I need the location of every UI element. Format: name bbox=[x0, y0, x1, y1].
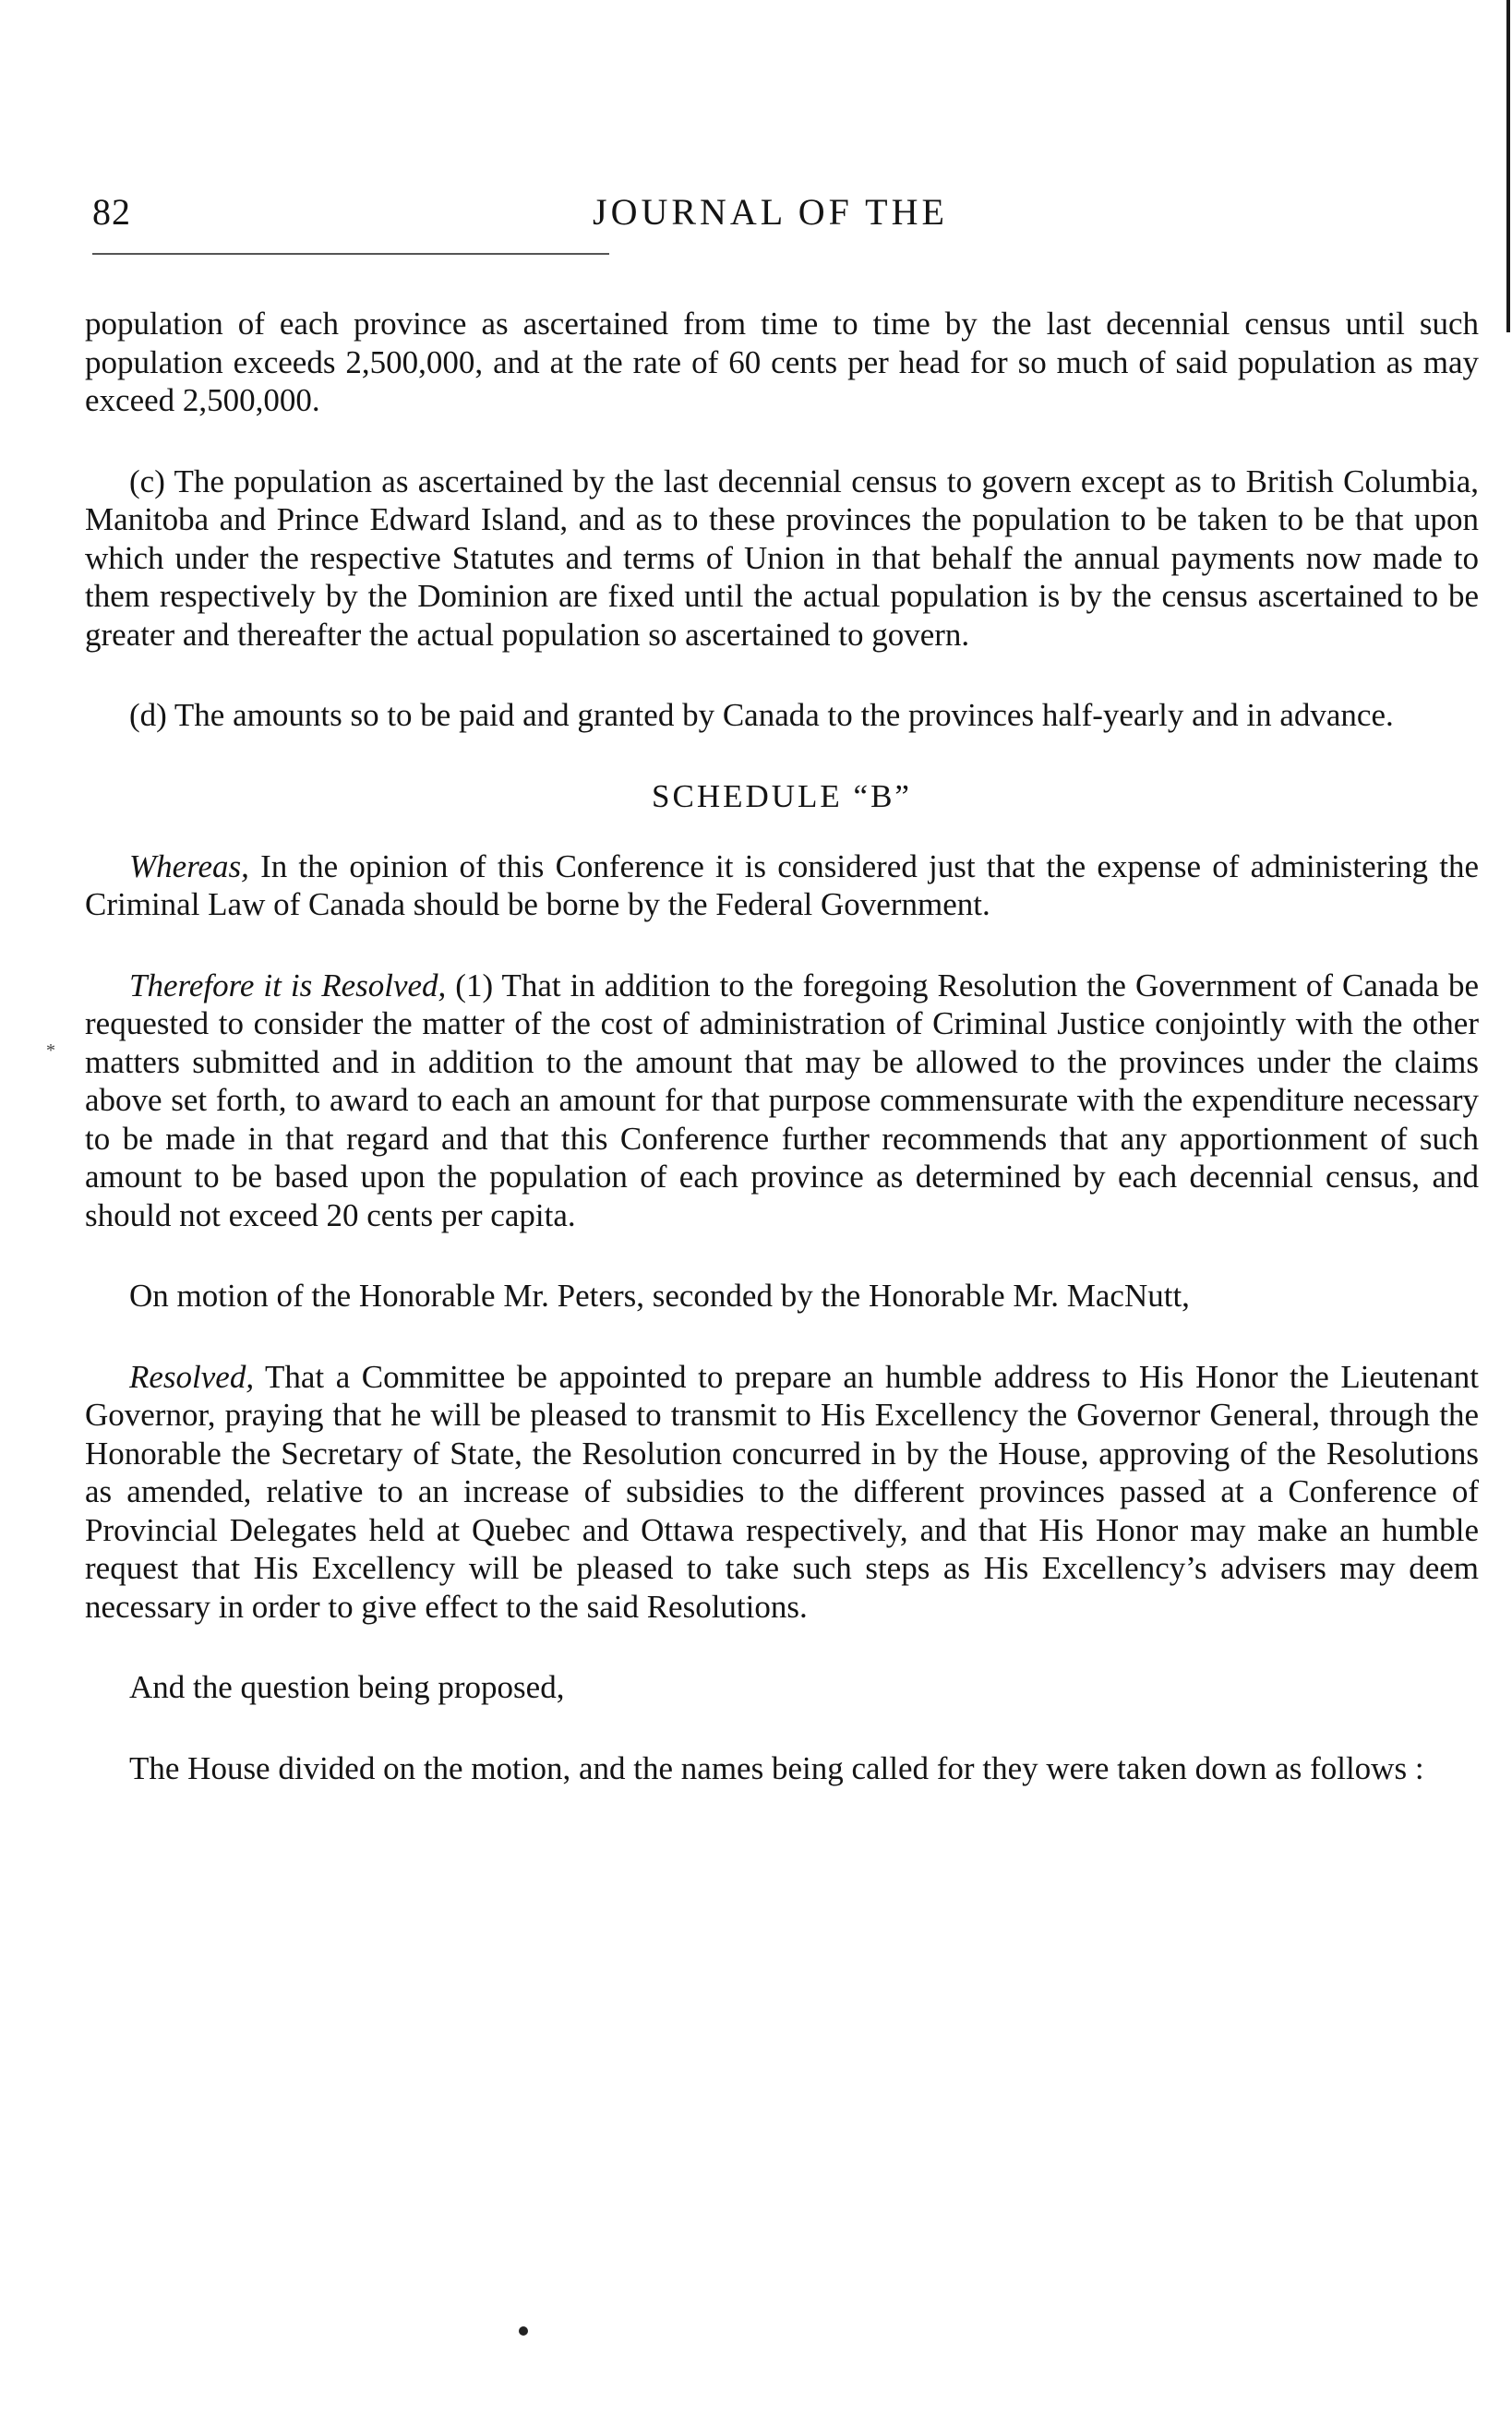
resolved-lead: Therefore it is Resolved, bbox=[129, 967, 447, 1003]
running-head: JOURNAL OF THE bbox=[593, 191, 948, 233]
paragraph-d: (d) The amounts so to be paid and granted by Canada to the provinces half-yearly and in advance. bbox=[129, 697, 1394, 733]
ink-speck bbox=[519, 2326, 528, 2336]
paragraph-motion: On motion of the Honorable Mr. Peters, seconded by the Honorable Mr. MacNutt, bbox=[129, 1278, 1190, 1314]
paragraph-division: The House divided on the motion, and the names being called for they were taken down as follows : bbox=[129, 1749, 1424, 1786]
paragraph-resolved-2 bbox=[85, 1358, 1479, 1627]
paragraph-whereas bbox=[85, 847, 1479, 924]
paragraph-resolved-1 bbox=[85, 967, 1479, 1235]
whereas-text: In the opinion of this Conference it is considered just that the expense of administering the Criminal Law of Canada should be borne by the Federal Government. bbox=[85, 847, 1479, 922]
schedule-heading: SCHEDULE “B” bbox=[652, 777, 912, 814]
resolved-2-lead: Resolved, bbox=[129, 1358, 255, 1395]
page-edge-shadow bbox=[1506, 0, 1510, 332]
page-body bbox=[85, 305, 1479, 1830]
paragraph-continuation: population of each province as ascertained from time to time by the last decennial census until such population exceeds 2,500,000, and at the rate of 60 cents per head for so much of said population as may exceed 2,500,000. bbox=[85, 306, 1479, 418]
whereas-lead: Whereas, bbox=[129, 847, 249, 884]
page-header bbox=[85, 185, 1488, 240]
resolved-2-text: That a Committee be appointed to prepare an humble address to His Honor the Lieutenant Governor, praying that he will be pleased to transmit to His Excellency the Governor General, through the Honorable the Secretary of State, the Resolution concurred in by the House, approving of the Resolutions as amended, relative to an increase of subsidies to the different provinces passed at a Conference of Provincial Delegates held at Quebec and Ottawa respectively, and that His Honor may make an humble request that His Excellency will be pleased to take such steps as His Excellency’s advisers may deem necessary in order to give effect to the said Resolutions. bbox=[85, 1358, 1479, 1625]
paragraph-question: And the question being proposed, bbox=[129, 1669, 565, 1705]
header-rule bbox=[92, 253, 609, 255]
paragraph-c: (c) The population as ascertained by the last decennial census to govern except as to British Columbia, Manitoba and Prince Edward Island, and as to these provinces the population to be taken to be that upon which under the respective Statutes and terms of Union in that behalf the annual payments now made to them respectively by the Dominion are fixed until the actual population is by the census ascertained to be greater and thereafter the actual population so ascertained to govern. bbox=[85, 463, 1479, 653]
page-number: 82 bbox=[92, 191, 131, 233]
resolved-text: (1) That in addition to the foregoing Resolution the Government of Canada be requested to consider the matter of the cost of administration of Criminal Justice conjointly with the other matters submitted and in addition to the amount that may be allowed to the provinces under the claims above set forth, to award to each an amount for that purpose commensurate with the expenditure necessary to be made in that regard and that this Conference further recommends that any apportionment of such amount to be based upon the population of each province as determined by each decennial census, and should not exceed 20 cents per capita. bbox=[85, 967, 1480, 1233]
margin-mark: * bbox=[46, 1040, 55, 1061]
